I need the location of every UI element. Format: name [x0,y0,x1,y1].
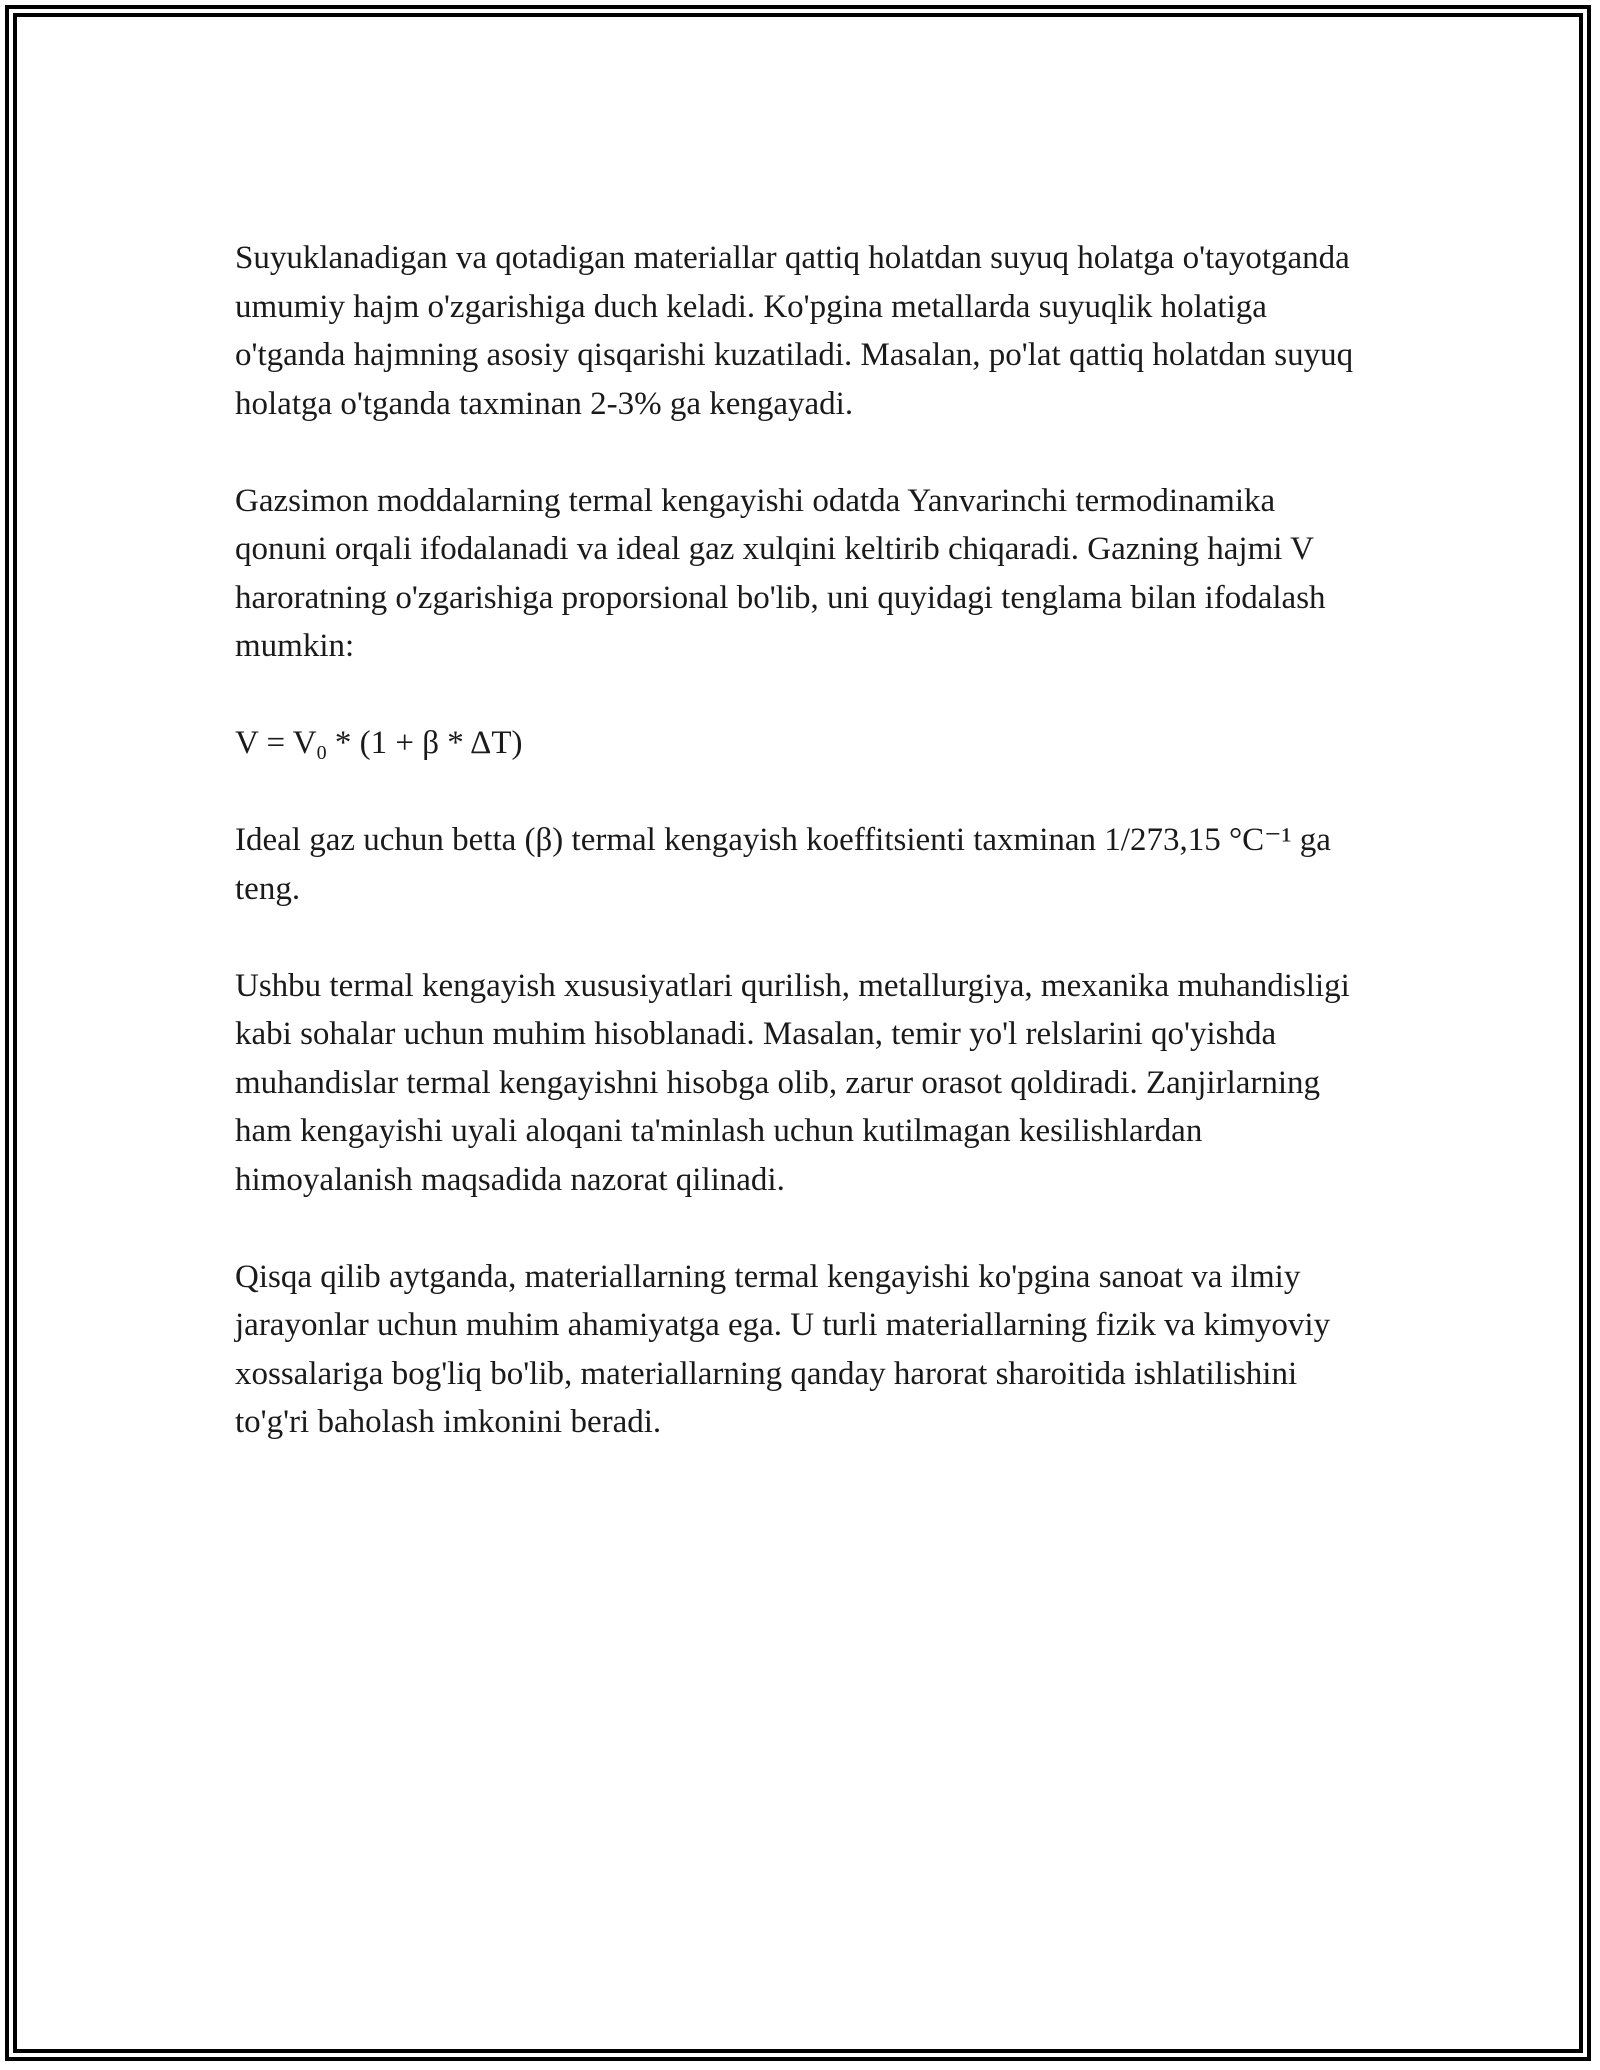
paragraph-gas-expansion: Gazsimon moddalarning termal kengayishi odatda Yanvarinchi termodinamika qonuni orqali ifodalanadi va ideal gaz xulqini keltirib chiqaradi. Gazning hajmi V haroratning o'zgarishiga proporsional bo'lib, uni quyidagi tenglama bilan ifodalash mumkin: [235,482,1326,664]
formula-subscript: 0 [316,742,327,764]
paragraph-applications: Ushbu termal kengayish xususiyatlari qurilish, metallurgiya, mexanika muhandisligi kabi sohalar uchun muhim hisoblanadi. Masalan, temir yo'l relslarini qo'yishda muhandislar termal kengayishni hisobga olib, zarur orasot qoldiradi. Zanjirlarning ham kengayishi uyali aloqani ta'minlash uchun kutilmagan kesilishlardan himoyalanish maqsadida nazorat qilinadi. [235,967,1350,1198]
paragraph-conclusion: Qisqa qilib aytganda, materiallarning termal kengayishi ko'pgina sanoat va ilmiy jarayonlar uchun muhim ahamiyatga ega. U turli materiallarning fizik va kimyoviy xossalariga bog'liq bo'lib, materiallarning qanday harorat sharoitida ishlatilishini to'g'ri baholash imkonini beradi. [235,1258,1331,1440]
document-body [235,234,1375,1495]
paragraph-beta-coefficient: Ideal gaz uchun betta (β) termal kengayish koeffitsienti taxminan 1/273,15 °C⁻¹ ga teng. [235,822,1331,907]
formula-lhs: V = V [235,725,317,761]
paragraph-melting-expansion: Suyuklanadigan va qotadigan materiallar qattiq holatdan suyuq holatga o'tayotganda umumiy hajm o'zgarishiga duch keladi. Ko'pgina metallarda suyuqlik holatiga o'tganda hajmning asosiy qisqarishi kuzatiladi. Masalan, po'lat qattiq holatdan suyuq holatga o'tganda taxminan 2-3% ga kengayadi. [235,240,1354,422]
volume-formula [235,719,1375,768]
formula-rhs: * (1 + β * ΔT) [326,725,523,761]
